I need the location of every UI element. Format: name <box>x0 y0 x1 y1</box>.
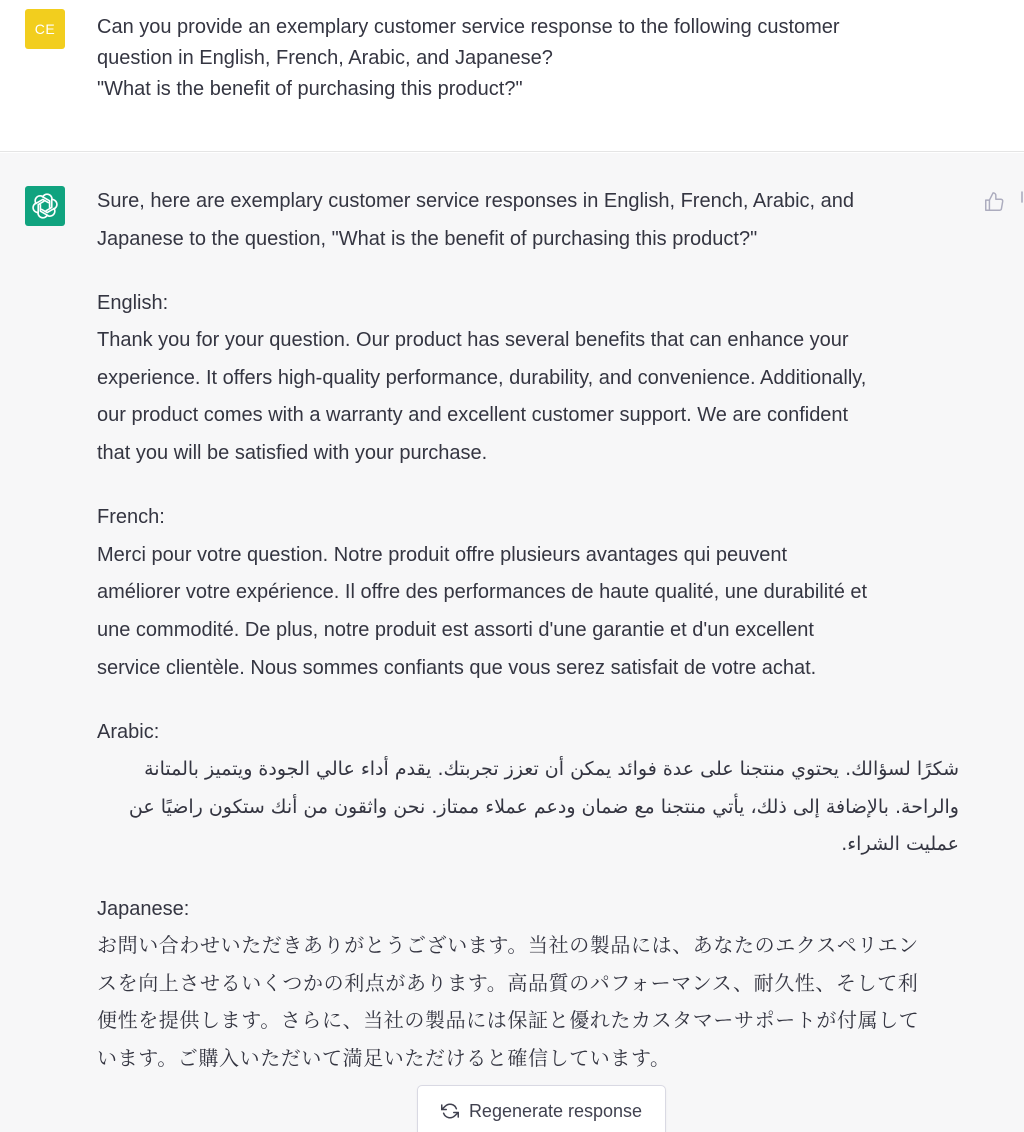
assistant-message <box>0 153 1024 1132</box>
section-heading-japanese: Japanese: <box>97 897 190 920</box>
refresh-icon <box>441 1102 459 1120</box>
assistant-avatar <box>25 186 65 226</box>
assistant-intro-line: Sure, here are exemplary customer service responses in English, French, Arabic, and <box>97 190 855 212</box>
french-line: Merci pour votre question. Notre produit offre plusieurs avantages qui peuvent <box>97 543 788 566</box>
regenerate-response-label: Regenerate response <box>468 1100 643 1121</box>
arabic-line: عمليت الشراء. <box>841 833 959 856</box>
thumbs-up-button[interactable] <box>983 191 1005 213</box>
user-message-line: "What is the benefit of purchasing this product?" <box>97 78 523 100</box>
japanese-line: お問い合わせいただきありがとうございます。当社の製品には、あなたのエクスペリエン <box>97 935 919 958</box>
english-line: Thank you for your question. Our product has several benefits that can enhance your <box>97 329 849 352</box>
openai-logo-icon <box>31 192 59 220</box>
thumbs-down-icon <box>1018 189 1024 211</box>
thumbs-down-button[interactable] <box>1018 189 1024 211</box>
french-line: améliorer votre expérience. Il offre des performances de haute qualité, une durabilité et <box>97 581 868 604</box>
english-line: our product comes with a warranty and excellent customer support. We are confident <box>97 404 849 427</box>
japanese-line: います。ご購入いただいて満足いただけると確信しています。 <box>97 1047 671 1070</box>
section-heading-french: French: <box>97 506 165 529</box>
french-line: une commodité. De plus, notre produit est assorti d'une garantie et d'un excellent <box>97 618 814 641</box>
english-line: that you will be satisfied with your purchase. <box>97 442 488 465</box>
section-heading-english: English: <box>97 291 169 314</box>
french-line: service clientèle. Nous sommes confiants que vous serez satisfait de votre achat. <box>97 656 817 679</box>
arabic-line: شكرًا لسؤالك. يحتوي منتجنا على عدة فوائد يمكن أن تعزز تجربتك. يقدم أداء عالي الجودة ويتميز بالمتانة <box>144 758 959 781</box>
regenerate-response-button[interactable] <box>417 1085 666 1132</box>
japanese-line: 便性を提供します。さらに、当社の製品には保証と優れたカスタマーサポートが付属して <box>97 1010 920 1033</box>
japanese-line: スを向上させるいくつかの利点があります。高品質のパフォーマンス、耐久性、そして利 <box>97 972 919 995</box>
user-message-text <box>97 12 997 105</box>
user-message-line: Can you provide an exemplary customer service response to the following customer <box>97 16 840 38</box>
thumbs-up-icon <box>983 191 1005 213</box>
assistant-message-text <box>97 183 977 1078</box>
english-line: experience. It offers high-quality performance, durability, and convenience. Additionally, <box>97 366 867 389</box>
user-avatar: CE <box>25 9 65 49</box>
section-heading-arabic: Arabic: <box>97 720 160 743</box>
user-message <box>0 0 1024 152</box>
user-message-line: question in English, French, Arabic, and Japanese? <box>97 47 553 69</box>
arabic-line: والراحة. بالإضافة إلى ذلك، يأتي منتجنا مع ضمان ودعم عملاء ممتاز. نحن واثقون من أنك ستكون راضيًا عن <box>128 795 959 818</box>
assistant-intro-line: Japanese to the question, "What is the benefit of purchasing this product?" <box>97 227 758 250</box>
